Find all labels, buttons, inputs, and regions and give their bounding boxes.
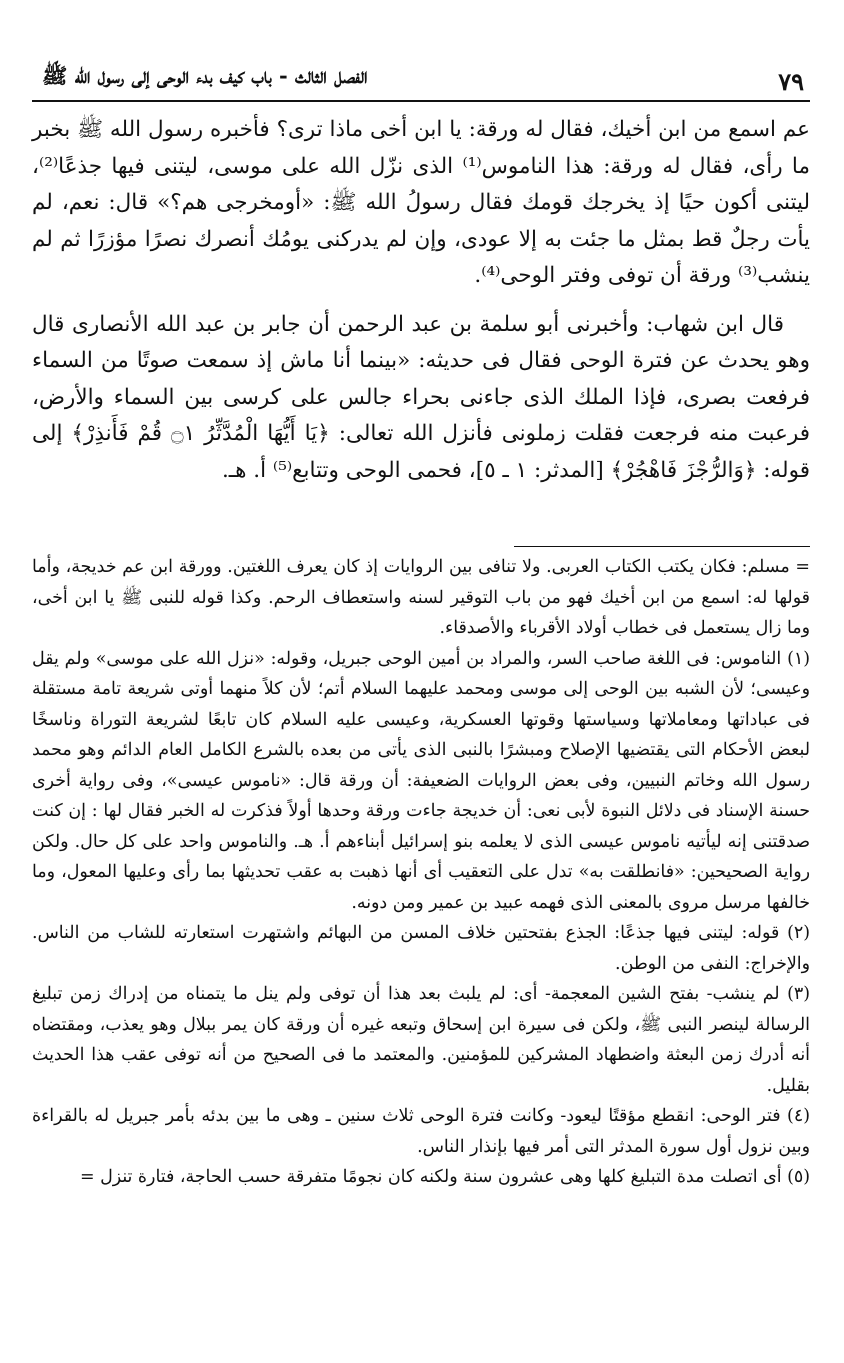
footnote-3: (٣) لم ينشب- بفتح الشين المعجمة- أى: لم يلبث بعد هذا أن توفى ولم ينل ما يتمناه من إدراك زمن تبليغ الرسالة لينصر النبى ﷺ، ولكن فى سيرة ابن إسحاق وتبعه غيره أن ورقة كان يمر ببلال وهو يعذب، ومقتضاه أنه أدرك زمن البعثة واضطهاد المشركين للمؤمنين. والمعتمد ما فى الصحيح من أنه توفى عقب هذا الحديث بقليل. (32, 984, 810, 1096)
page-header (32, 60, 810, 102)
page-number: ٧٩ (778, 67, 804, 96)
footnote-5: (٥) أى اتصلت مدة التبليغ كلها وهى عشرون سنة ولكنه كان نجومًا متفرقة حسب الحاجة، فتارة تنزل = (79, 1167, 810, 1187)
footnote-continuation: = مسلم: فكان يكتب الكتاب العربى. ولا تنافى بين الروايات إذ كان يعرف اللغتين. وورقة ابن عم خديجة، وأما قولها له: اسمع من ابن أخيك فهو من باب التوقير لسنه واستعطاف الرحم. وكذا قوله للنبى ﷺ يا ابن أخى، وما زال يستعمل فى خطاب أولاد الأقرباء والأصدقاء. (32, 557, 810, 638)
body-paragraph-2: قال ابن شهاب: وأخبرنى أبو سلمة بن عبد الرحمن أن جابر بن عبد الله الأنصارى قال وهو يحدث عن فترة الوحى فقال فى حديثه: «بينما أنا ماش إذ سمعت صوتًا من السماء فرفعت بصرى، فإذا الملك الذى جاءنى بحراء جالس على كرسى بين السماء والأرض، فرعبت منه فرجعت فقلت زملونى فأنزل الله تعالى: ﴿يَا أَيُّهَا الْمُدَّثِّرُ ۝١ قُمْ فَأَنذِرْ﴾ إلى قوله: ﴿وَالرُّجْزَ فَاهْجُرْ﴾ [المدثر: ١ ـ ٥]، فحمى الوحى وتتابع⁽⁵⁾ أ. هـ. (32, 311, 810, 483)
footnote-4: (٤) فتر الوحى: انقطع مؤقتًا ليعود- وكانت فترة الوحى ثلاث سنين ـ وهى ما بين بدئه بأمر جبريل له بالقراءة وبين نزول أول سورة المدثر التى أمر فيها بإنذار الناس. (32, 1106, 810, 1157)
footnote-1: (١) الناموس: فى اللغة صاحب السر، والمراد بن أمين الوحى جبريل، وقوله: «نزل الله على موسى» ولم يقل وعيسى؛ لأن الشبه بين الوحى إلى موسى ومحمد عليهما السلام أتم؛ لأن كلاً منهما أوتى شريعة تامة مستقلة فى عباداتها ومعاملاتها وسياستها وقوتها العسكرية، وعيسى عليه السلام كان تابعًا لشريعة التوراة وناسخًا لبعض الأحكام التى يقتضيها الإصلاح ومبشرًا بالنبى الذى يأتى من بعده بالشرع الكامل العام الدائم وهو محمد رسول الله وخاتم النبيين، وفى بعض الروايات الضعيفة: أن ورقة قال: «ناموس عيسى»، وفى رواية أخرى حسنة الإسناد فى دلائل النبوة لأبى نعى: أن خديجة جاءت ورقة وحدها أولاً فذكرت له الخبر فقال لها : إن كنت صدقتنى إنه ليأتيه ناموس عيسى الذى لا يعلمه بنو إسرائيل أبناءهم أ. هـ. والناموس واحد على كل حال. ولكن رواية الصحيحين: «فانطلقت به» تدل على التعقيب أى أنها ذهبت به عقب تحديثها بما رأى وعليها المعول، وما خالفها مرسل مروى بالمعنى الذى فهمه عبيد بن عمير ومن دونه. (32, 648, 810, 913)
body-paragraph-1: عم اسمع من ابن أخيك، فقال له ورقة: يا ابن أخى ماذا ترى؟ فأخبره رسول الله ﷺ بخبر ما رأى، فقال له ورقة: هذا الناموس⁽¹⁾ الذى نزّل الله على موسى، ليتنى فيها جذعًا⁽²⁾، ليتنى أكون حيًا إذ يخرجك قومك فقال رسولُ الله ﷺ: «أومخرجى هم؟» قال: نعم، لم يأت رجلٌ قط بمثل ما جئت به إلا عودى، وإن لم يدركنى يومُك أنصرك نصرًا مؤزرًا ثم لم ينشب⁽³⁾ ورقة أن توفى وفتر الوحى⁽⁴⁾. (32, 117, 811, 288)
footnote-separator (514, 546, 810, 547)
footnotes (32, 552, 810, 1193)
footnote-2: (٢) قوله: ليتنى فيها جذعًا: الجذع بفتحتين خلاف المسن من البهائم واشتهرت استعارته للشاب من الناس. والإخراج: النفى من الوطن. (32, 923, 810, 974)
running-title: الفصل الثالث - باب كيف بدء الوحى إلى رسول الله ﷺ (42, 63, 368, 88)
main-text (32, 112, 810, 489)
